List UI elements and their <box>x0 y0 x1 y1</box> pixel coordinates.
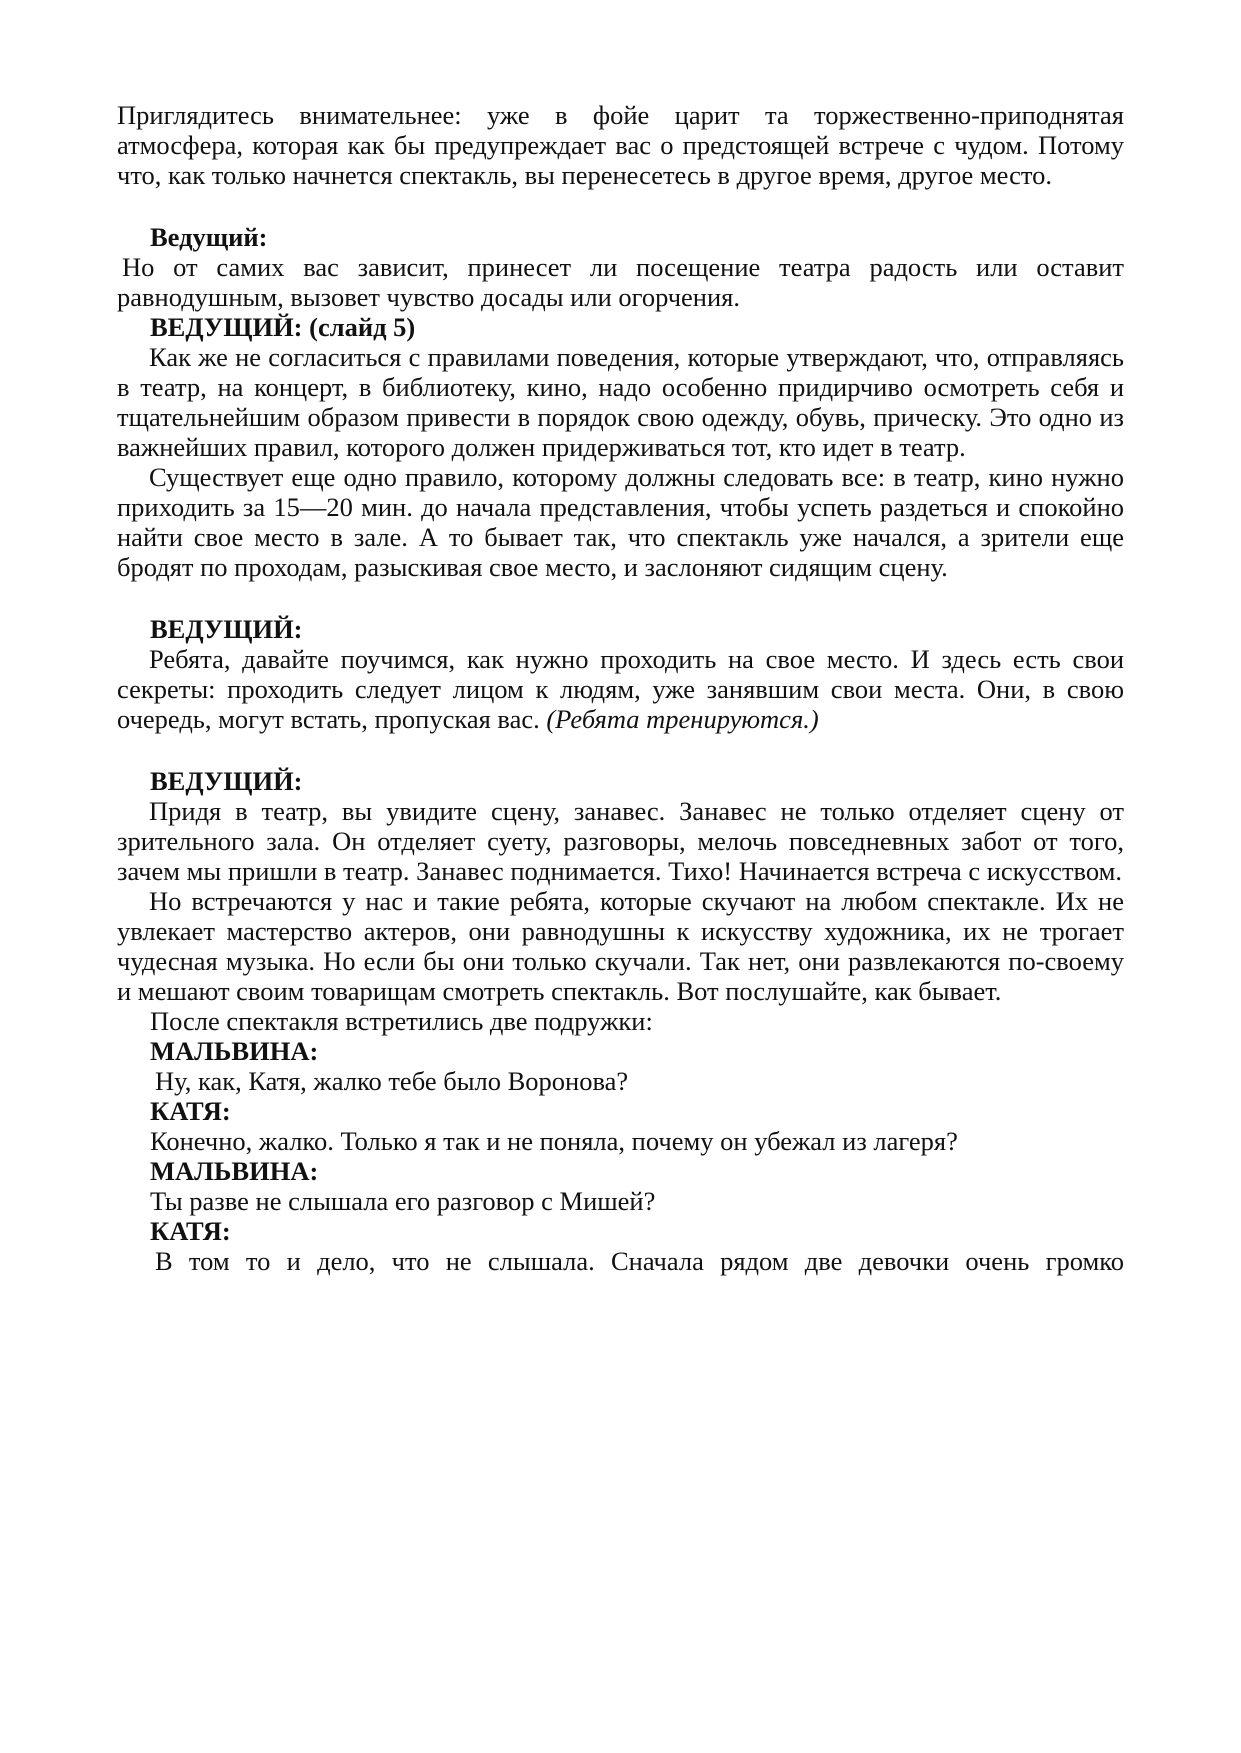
paragraph-text: Ребята, давайте поучимся, как нужно проходить на свое место. И здесь есть свои секреты: проходить следует лицом к людям, уже занявшим свои места. Они, в свою очередь, могут встать, пропуская вас. <box>117 644 1124 734</box>
paragraph: Существует еще одно правило, которому должны следовать все: в театр, кино нужно приходить за 15—20 мин. до начала представления, чтобы успеть раздеться и спокойно найти свое место в зале. А то бывает так, что спектакль уже начался, а зрители еще бродят по проходам, разыскивая свое место, и заслоняют сидящим сцену. <box>117 462 1124 582</box>
speaker-label-malvina: МАЛЬВИНА: <box>150 1036 319 1066</box>
paragraph: Придя в театр, вы увидите сцену, занавес. Занавес не только отделяет сцену от зрительного зала. Он отделяет суету, разговоры, мелочь повседневных забот от того, зачем мы пришли в театр. Занавес поднимается. Тихо! Начинается встреча с искусством. <box>117 796 1124 886</box>
dialogue-line: Ты разве не слышала его разговор с Мишей? <box>150 1186 656 1216</box>
paragraph: Но от самих вас зависит, принесет ли посещение театра радость или оставит равнодушным, вызовет чувство досады или огорчения. <box>117 252 1124 312</box>
speaker-label: ВЕДУЩИЙ: <box>150 614 303 644</box>
spacer <box>117 734 1124 766</box>
speaker-label-slide5: ВЕДУЩИЙ: (слайд 5) <box>150 312 416 342</box>
stage-direction: (Ребята тренируются.) <box>546 704 819 734</box>
spacer <box>117 190 1124 222</box>
speaker-label-katya: КАТЯ: <box>150 1096 231 1126</box>
speaker-label-katya: КАТЯ: <box>150 1216 231 1246</box>
paragraph: Как же не согласиться с правилами поведения, которые утверждают, что, отправляясь в театр, на концерт, в библиотеку, кино, надо особенно придирчиво осмотреть себя и тщательнейшим образом привести в порядок свою одежду, обувь, прическу. Это одно из важнейших правил, которого должен придерживаться тот, кто идет в театр. <box>117 342 1124 462</box>
spacer <box>117 582 1124 614</box>
dialogue-line: Конечно, жалко. Только я так и не поняла, почему он убежал из лагеря? <box>150 1126 958 1156</box>
paragraph: Но встречаются у нас и такие ребята, которые скучают на любом спектакле. Их не увлекает мастерство актеров, они равнодушны к искусству художника, их не трогает чудесная музыка. Но если бы они только скучали. Так нет, они развлекаются по-своему и мешают своим товарищам смотреть спектакль. Вот послушайте, как бывает. <box>117 886 1124 1006</box>
intro-paragraph: Приглядитесь внимательнее: уже в фойе царит та торжественно-приподнятая атмосфера, которая как бы предупреждает вас о предстоящей встрече с чудом. Потому что, как только начнется спектакль, вы перенесетесь в другое время, другое место. <box>117 100 1124 190</box>
speaker-label-malvina: МАЛЬВИНА: <box>150 1156 319 1186</box>
paragraph: После спектакля встретились две подружки: <box>150 1006 653 1036</box>
document-page <box>117 100 1124 1276</box>
speaker-label: Ведущий: <box>150 222 268 252</box>
paragraph <box>117 644 1124 734</box>
dialogue-line: Ну, как, Катя, жалко тебе было Воронова? <box>155 1066 629 1096</box>
dialogue-line: В том то и дело, что не слышала. Сначала рядом две девочки очень громко <box>155 1246 1124 1276</box>
speaker-label: ВЕДУЩИЙ: <box>150 766 303 796</box>
